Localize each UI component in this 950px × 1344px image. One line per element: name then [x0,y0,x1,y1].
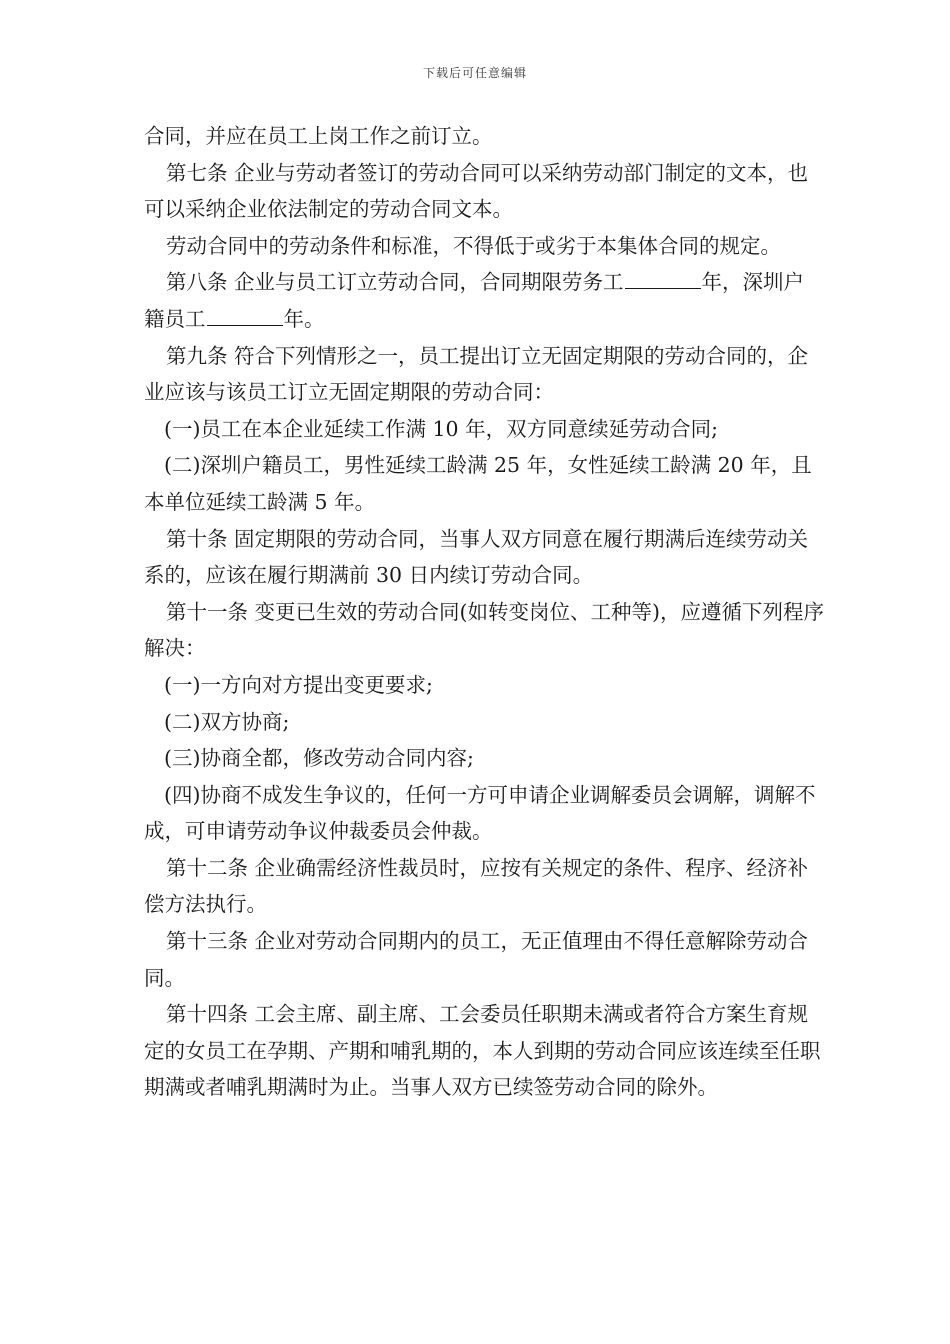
article-8-text-c: 年。 [283,306,325,331]
paragraph-1: 合同，并应在员工上岗工作之前订立。 [144,124,493,148]
page-header-note: 下载后可任意编辑 [422,66,527,80]
term-blank-migrant[interactable] [625,268,701,289]
paragraph-article-10: 第十条 固定期限的劳动合同，当事人双方同意在履行期满后连续劳动关系的，应该在履行期满前 30 日内续订劳动合同。 [144,526,809,588]
paragraph-article-9-item-2: (二)深圳户籍员工，男性延续工龄满 25 年，女性延续工龄满 20 年，且本单位延续工龄满 5 年。 [144,453,812,514]
paragraph-article-7: 第七条 企业与劳动者签订的劳动合同可以采纳劳动部门制定的文本，也可以采纳企业依法制定的劳动合同文本。 [144,160,809,222]
paragraph-article-9: 第九条 符合下列情形之一，员工提出订立无固定期限的劳动合同的，企业应该与该员工订立无固定期限的劳动合同： [144,343,809,405]
paragraph-article-14: 第十四条 工会主席、副主席、工会委员任职期未满或者符合方案生育规定的女员工在孕期、产期和哺乳期的，本人到期的劳动合同应该连续至任职期满或者哺乳期满时为止。当事人双方已续签劳动合同的除外。 [144,1002,821,1100]
paragraph-article-9-item-1: (一)员工在本企业延续工作满 10 年，双方同意续延劳动合同; [164,416,719,441]
paragraph-article-11-item-4: (四)协商不成发生争议的，任何一方可申请企业调解委员会调解，调解不成，可申请劳动争议仲裁委员会仲裁。 [144,782,816,844]
document-body [144,118,824,1106]
paragraph-article-13: 第十三条 企业对劳动合同期内的员工，无正值理由不得任意解除劳动合同。 [144,929,809,990]
article-8-text-b: 年，深圳户籍员工 [144,270,805,331]
paragraph-article-11-item-3: (三)协商全都，修改劳动合同内容; [164,746,474,771]
term-blank-local[interactable] [207,305,283,326]
paragraph-article-8 [144,264,824,337]
paragraph-article-12: 第十二条 企业确需经济性裁员时，应按有关规定的条件、程序、经济补偿方法执行。 [144,855,809,917]
article-8-text-a: 第八条 企业与员工订立劳动合同，合同期限劳务工 [166,270,624,295]
paragraph-labor-conditions: 劳动合同中的劳动条件和标准，不得低于或劣于本集体合同的规定。 [166,233,781,258]
paragraph-article-11-item-1: (一)一方向对方提出变更要求; [164,672,433,697]
paragraph-article-11: 第十一条 变更已生效的劳动合同(如转变岗位、工种等)，应遵循下列程序解决： [144,599,825,661]
paragraph-article-11-item-2: (二)双方协商; [164,709,290,734]
